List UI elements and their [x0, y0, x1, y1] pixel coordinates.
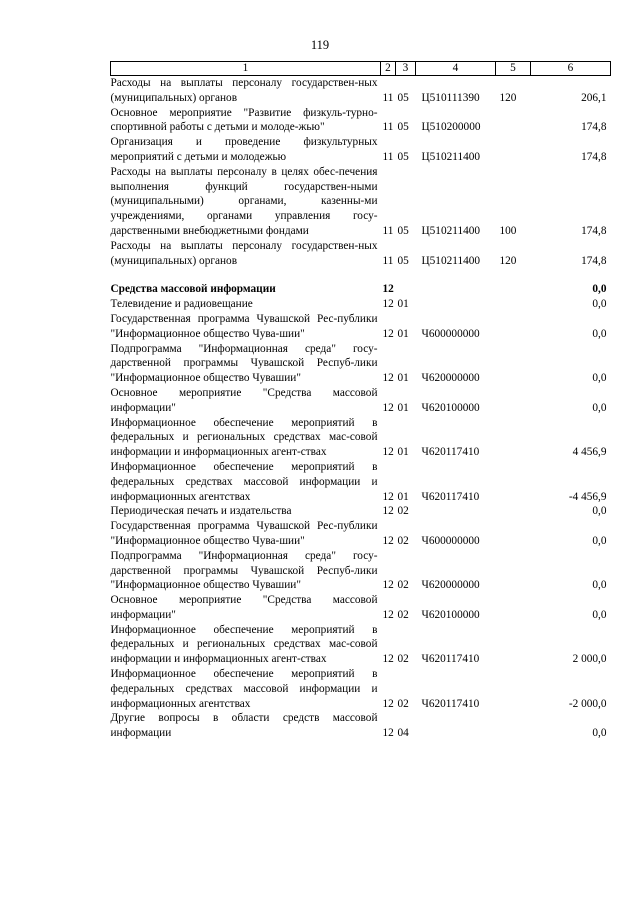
row-name: Подпрограмма "Информационная среда" госу-дарственной программы Чувашской Респуб-лики "Информационное общество Чувашии": [110, 342, 378, 385]
table-row: [111, 519, 611, 549]
table-row: [111, 297, 611, 312]
table-row: [111, 460, 611, 504]
row-section: 12: [382, 727, 394, 740]
row-amount: 0,0: [592, 298, 607, 311]
row-section: 12: [382, 505, 394, 518]
row-name: Информационное обеспечение мероприятий в федеральных и региональных средствах мас-совой информации и информационных агент-ствах: [110, 623, 378, 666]
spacer-cell: [111, 268, 611, 282]
row-amount: 174,8: [581, 121, 607, 134]
row-subsection: 01: [397, 490, 409, 503]
header-col-4: 4: [416, 62, 496, 76]
row-expense-type: [496, 460, 531, 504]
row-amount: 0,0: [592, 534, 607, 547]
row-subsection: 02: [397, 697, 409, 710]
row-expense-type: 100: [499, 224, 517, 237]
row-expense-type: [496, 549, 531, 593]
row-expense-type: [496, 297, 531, 312]
row-name: Основное мероприятие "Развитие физкуль-турно-спортивной работы с детьми и молоде-жью": [110, 106, 378, 134]
row-subsection: 05: [397, 150, 409, 163]
row-amount: -2 000,0: [568, 697, 607, 710]
table-row: [111, 593, 611, 623]
row-target-code: Ч620117410: [421, 653, 480, 666]
row-amount: 206,1: [581, 91, 607, 104]
row-expense-type: [496, 623, 531, 667]
row-amount: -4 456,9: [568, 490, 607, 503]
row-section: 12: [382, 283, 394, 296]
row-expense-type: [496, 135, 531, 165]
row-section: 12: [382, 697, 394, 710]
row-target-code: Ч600000000: [421, 327, 480, 340]
row-subsection: 02: [397, 608, 409, 621]
row-section: 12: [382, 401, 394, 414]
table-row: [111, 135, 611, 165]
table-row: [111, 549, 611, 593]
row-amount: 0,0: [592, 372, 607, 385]
row-name: Информационное обеспечение мероприятий в федеральных и региональных средствах мас-совой информации и информационных агент-ствах: [110, 416, 378, 459]
row-section: 12: [382, 579, 394, 592]
row-target-code: Ч620117410: [421, 697, 480, 710]
row-target-code: Ч620000000: [421, 372, 480, 385]
row-subsection: [396, 282, 416, 297]
header-row: [111, 62, 611, 76]
row-subsection: 05: [397, 224, 409, 237]
page-number: 119: [310, 38, 330, 52]
row-target-code: Ц510111390: [421, 91, 480, 104]
row-amount: 174,8: [581, 150, 607, 163]
row-name: Информационное обеспечение мероприятий в федеральных средствах массовой информации и информационных агентствах: [110, 668, 378, 710]
row-name: Расходы на выплаты персоналу государствен-ных (муниципальных) органов: [110, 77, 378, 104]
row-section: 12: [382, 372, 394, 385]
table-row: [111, 667, 611, 711]
row-subsection: 05: [397, 91, 409, 104]
row-subsection: 01: [397, 401, 409, 414]
row-target-code: Ч620117410: [421, 446, 480, 459]
row-name: Другие вопросы в области средств массовой информации: [110, 712, 378, 740]
row-section: 11: [382, 150, 394, 163]
row-expense-type: [496, 312, 531, 342]
row-subsection: 02: [397, 534, 409, 547]
row-subsection: 05: [397, 121, 409, 134]
row-target-code: Ч620000000: [421, 579, 480, 592]
row-target-code: Ч620100000: [421, 401, 480, 414]
header-col-1: 1: [111, 62, 381, 76]
header-col-5: 5: [496, 62, 531, 76]
row-section: 12: [382, 298, 394, 311]
row-target-code: Ч620100000: [421, 608, 480, 621]
table-row: [111, 504, 611, 519]
row-expense-type: [496, 519, 531, 549]
table-row: [111, 312, 611, 342]
row-expense-type: [496, 282, 531, 297]
row-amount: 0,0: [592, 327, 607, 340]
table-row: [111, 416, 611, 460]
table-row: [111, 239, 611, 269]
row-expense-type: [496, 667, 531, 711]
row-subsection: 01: [397, 298, 409, 311]
row-expense-type: 120: [499, 254, 517, 267]
table-row: [111, 106, 611, 136]
table-row: [111, 342, 611, 386]
row-target-code: Ч600000000: [421, 534, 480, 547]
row-subsection: 05: [397, 254, 409, 267]
row-target-code: Ц510211400: [421, 150, 481, 163]
row-name: Телевидение и радиовещание: [110, 298, 253, 311]
row-name: Государственная программа Чувашской Рес-публики "Информационное общество Чува-шии": [110, 520, 378, 547]
row-target-code: Ч620117410: [421, 490, 480, 503]
row-expense-type: [496, 386, 531, 416]
row-section: 11: [382, 121, 394, 134]
row-target-code: Ц510211400: [421, 224, 481, 237]
row-name: Средства массовой информации: [110, 283, 276, 296]
row-amount: 0,0: [592, 283, 607, 296]
row-name: Подпрограмма "Информационная среда" госу-дарственной программы Чувашской Респуб-лики "Информационное общество Чувашии": [110, 549, 378, 592]
row-name: Расходы на выплаты персоналу государствен-ных (муниципальных) органов: [110, 239, 378, 267]
row-name: Основное мероприятие "Средства массовой информации": [110, 594, 378, 621]
table-body: [111, 76, 611, 742]
row-subsection: 02: [397, 653, 409, 666]
row-section: 11: [382, 91, 394, 104]
row-section: 12: [382, 327, 394, 340]
row-section: 11: [382, 224, 394, 237]
header-col-3: 3: [396, 62, 416, 76]
table-row: [111, 76, 611, 106]
table-row: [111, 165, 611, 239]
table-row: [111, 711, 611, 741]
row-target-code: Ц510211400: [421, 254, 481, 267]
row-target-code: [416, 711, 496, 741]
row-subsection: 01: [397, 446, 409, 459]
row-section: 12: [382, 446, 394, 459]
budget-table: [110, 61, 611, 741]
row-name: Периодическая печать и издательства: [110, 505, 292, 518]
row-target-code: [416, 282, 496, 297]
row-expense-type: [496, 416, 531, 460]
row-target-code: Ц510200000: [421, 121, 481, 134]
row-section: 12: [382, 534, 394, 547]
row-expense-type: [496, 106, 531, 136]
spacer-row: [111, 268, 611, 282]
row-section: 12: [382, 608, 394, 621]
row-amount: 0,0: [592, 401, 607, 414]
header-col-2: 2: [381, 62, 396, 76]
row-amount: 174,8: [581, 224, 607, 237]
section-heading-row: [111, 282, 611, 297]
row-subsection: 01: [397, 372, 409, 385]
row-expense-type: [496, 504, 531, 519]
row-name: Информационное обеспечение мероприятий в федеральных средствах массовой информации и информационных агентствах: [110, 460, 378, 503]
row-expense-type: [496, 342, 531, 386]
row-target-code: [416, 297, 496, 312]
row-section: 12: [382, 490, 394, 503]
row-subsection: 02: [397, 579, 409, 592]
row-name: Основное мероприятие "Средства массовой информации": [110, 386, 378, 414]
row-amount: 4 456,9: [572, 446, 607, 459]
row-subsection: 02: [397, 505, 409, 518]
row-subsection: 01: [397, 327, 409, 340]
header-col-6: 6: [531, 62, 611, 76]
row-section: 12: [382, 653, 394, 666]
row-amount: 0,0: [592, 579, 607, 592]
row-name: Организация и проведение физкультурных мероприятий с детьми и молодежью: [110, 136, 378, 163]
table-row: [111, 386, 611, 416]
row-amount: 2 000,0: [572, 653, 607, 666]
row-amount: 0,0: [592, 505, 607, 518]
row-expense-type: [496, 711, 531, 741]
row-name: Расходы на выплаты персоналу в целях обес-печения выполнения функций государствен-ными (муниципальными) органами, казенны-ми учреждениями, органами управления госу-дарственными внебюджетными фондами: [110, 165, 378, 237]
table-row: [111, 623, 611, 667]
row-amount: 0,0: [592, 727, 607, 740]
row-subsection: 04: [397, 727, 409, 740]
row-amount: 0,0: [592, 608, 607, 621]
row-expense-type: 120: [499, 91, 517, 104]
row-target-code: [416, 504, 496, 519]
row-amount: 174,8: [581, 254, 607, 267]
row-name: Государственная программа Чувашской Рес-публики "Информационное общество Чува-шии": [110, 312, 378, 340]
row-expense-type: [496, 593, 531, 623]
row-section: 11: [382, 254, 394, 267]
